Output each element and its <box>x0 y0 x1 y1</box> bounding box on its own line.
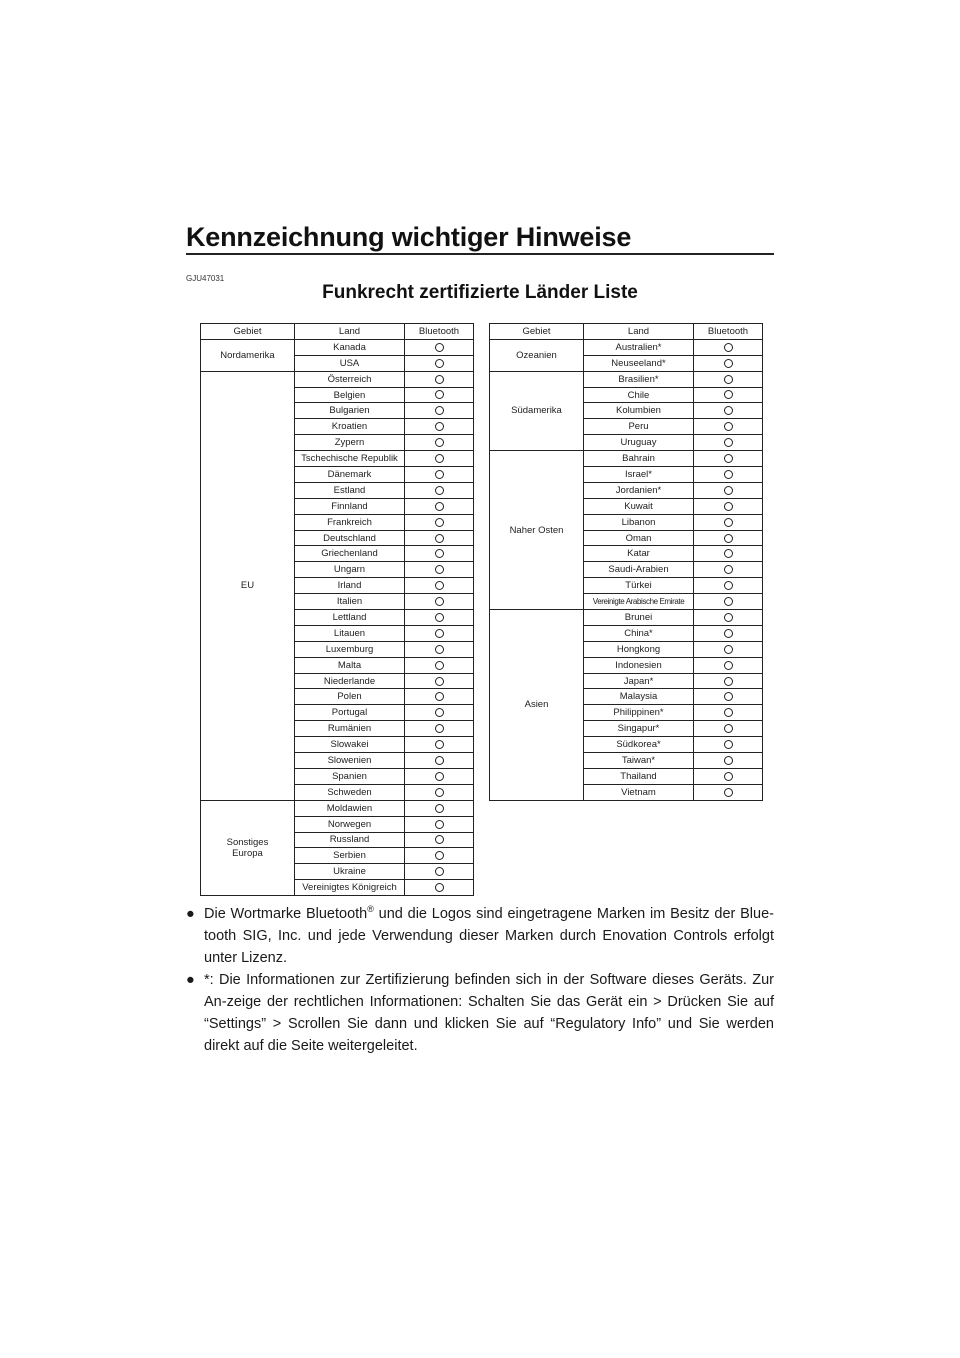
certified-circle-icon <box>435 502 444 511</box>
note-trademark-text-a: Die Wortmarke Bluetooth <box>204 906 368 922</box>
certified-circle-icon <box>435 470 444 479</box>
certified-circle-icon <box>724 470 733 479</box>
region-cell: Naher Osten <box>490 451 584 610</box>
bluetooth-cell <box>694 705 763 721</box>
certified-circle-icon <box>435 677 444 686</box>
note-trademark <box>186 903 774 969</box>
note-trademark-text-b: und die Logos sind eingetragene Marken im Besitz der Blue-tooth SIG, Inc. und jede Verwendung dieser Marken durch Enovation Controls erfolgt unter Lizenz. <box>204 906 774 966</box>
column-header: Bluetooth <box>405 324 474 340</box>
country-cell: Schweden <box>295 784 405 800</box>
table-row <box>490 371 763 387</box>
certified-circle-icon <box>435 343 444 352</box>
bluetooth-cell <box>694 514 763 530</box>
country-cell: Ungarn <box>295 562 405 578</box>
country-cell: Peru <box>584 419 694 435</box>
section-code: GJU47031 <box>186 274 225 283</box>
certified-circle-icon <box>435 486 444 495</box>
certified-circle-icon <box>724 534 733 543</box>
bluetooth-cell <box>694 578 763 594</box>
bluetooth-cell <box>405 530 474 546</box>
bluetooth-cell <box>405 546 474 562</box>
country-cell: Frankreich <box>295 514 405 530</box>
country-cell: Katar <box>584 546 694 562</box>
bluetooth-cell <box>405 625 474 641</box>
bluetooth-cell <box>694 594 763 610</box>
certified-circle-icon <box>724 375 733 384</box>
certified-circle-icon <box>435 867 444 876</box>
country-cell: Oman <box>584 530 694 546</box>
certified-circle-icon <box>724 390 733 399</box>
country-cell: Türkei <box>584 578 694 594</box>
bluetooth-cell <box>694 610 763 626</box>
country-cell: Dänemark <box>295 467 405 483</box>
certified-circle-icon <box>724 359 733 368</box>
certified-circle-icon <box>435 772 444 781</box>
certified-circle-icon <box>435 454 444 463</box>
bluetooth-cell <box>694 641 763 657</box>
certified-circle-icon <box>724 613 733 622</box>
bluetooth-cell <box>405 848 474 864</box>
bluetooth-cell <box>405 562 474 578</box>
bluetooth-cell <box>405 657 474 673</box>
bluetooth-cell <box>405 880 474 896</box>
country-cell: Luxemburg <box>295 641 405 657</box>
bluetooth-cell <box>694 355 763 371</box>
certified-circle-icon <box>435 804 444 813</box>
country-cell: Griechenland <box>295 546 405 562</box>
country-cell: Taiwan* <box>584 753 694 769</box>
country-cell: Kuwait <box>584 498 694 514</box>
bluetooth-cell <box>405 800 474 816</box>
certified-circle-icon <box>724 740 733 749</box>
certified-circle-icon <box>724 454 733 463</box>
bluetooth-cell <box>405 641 474 657</box>
country-cell: Lettland <box>295 610 405 626</box>
table-row <box>490 339 763 355</box>
certified-circle-icon <box>435 629 444 638</box>
section-title: Funkrecht zertifizierte Länder Liste <box>322 282 638 303</box>
certified-circle-icon <box>724 549 733 558</box>
bullet-icon: ● <box>186 906 195 922</box>
bluetooth-cell <box>405 387 474 403</box>
bluetooth-cell <box>694 768 763 784</box>
country-cell: Tschechische Republik <box>295 451 405 467</box>
bluetooth-cell <box>405 482 474 498</box>
bluetooth-cell <box>405 816 474 832</box>
certified-circle-icon <box>724 692 733 701</box>
country-cell: Kanada <box>295 339 405 355</box>
country-cell: Niederlande <box>295 673 405 689</box>
country-cell: Chile <box>584 387 694 403</box>
country-cell: Moldawien <box>295 800 405 816</box>
table-row <box>201 800 474 816</box>
certified-countries-table-left <box>200 323 474 896</box>
bluetooth-cell <box>694 530 763 546</box>
bluetooth-cell <box>694 625 763 641</box>
region-cell: Nordamerika <box>201 339 295 371</box>
certified-countries-table-right <box>489 323 763 801</box>
bluetooth-cell <box>694 467 763 483</box>
country-cell: Philippinen* <box>584 705 694 721</box>
bluetooth-cell <box>405 419 474 435</box>
registered-mark: ® <box>367 904 374 915</box>
certified-circle-icon <box>435 692 444 701</box>
bluetooth-cell <box>694 419 763 435</box>
certified-circle-icon <box>435 565 444 574</box>
country-cell: Vereinigtes Königreich <box>295 880 405 896</box>
certified-circle-icon <box>435 756 444 765</box>
page-title: Kennzeichnung wichtiger Hinweise <box>186 222 632 252</box>
region-cell: Sonstiges Europa <box>201 800 295 895</box>
country-cell: Irland <box>295 578 405 594</box>
country-cell: Norwegen <box>295 816 405 832</box>
certified-circle-icon <box>435 724 444 733</box>
country-cell: Malta <box>295 657 405 673</box>
region-cell: Asien <box>490 610 584 801</box>
bluetooth-cell <box>694 339 763 355</box>
bluetooth-cell <box>694 673 763 689</box>
region-cell: Südamerika <box>490 371 584 450</box>
column-header: Gebiet <box>201 324 295 340</box>
table-row <box>201 339 474 355</box>
country-cell: Polen <box>295 689 405 705</box>
bluetooth-cell <box>405 355 474 371</box>
certified-circle-icon <box>435 661 444 670</box>
country-cell: Japan* <box>584 673 694 689</box>
bluetooth-cell <box>405 832 474 848</box>
country-cell: Italien <box>295 594 405 610</box>
certified-circle-icon <box>435 645 444 654</box>
country-cell: Malaysia <box>584 689 694 705</box>
bluetooth-cell <box>405 498 474 514</box>
country-cell: Australien* <box>584 339 694 355</box>
bluetooth-cell <box>405 864 474 880</box>
certified-circle-icon <box>724 645 733 654</box>
certified-circle-icon <box>435 518 444 527</box>
bluetooth-cell <box>405 451 474 467</box>
certified-circle-icon <box>435 883 444 892</box>
certified-circle-icon <box>435 613 444 622</box>
certified-circle-icon <box>724 406 733 415</box>
bluetooth-cell <box>405 435 474 451</box>
country-cell: Slowenien <box>295 753 405 769</box>
certified-circle-icon <box>435 549 444 558</box>
certified-circle-icon <box>724 788 733 797</box>
country-cell: Hongkong <box>584 641 694 657</box>
certified-circle-icon <box>435 597 444 606</box>
bullet-icon: ● <box>186 972 195 988</box>
bluetooth-cell <box>694 737 763 753</box>
bluetooth-cell <box>694 482 763 498</box>
country-cell: Bahrain <box>584 451 694 467</box>
certified-circle-icon <box>435 390 444 399</box>
country-cell: Brasilien* <box>584 371 694 387</box>
certified-circle-icon <box>435 581 444 590</box>
country-cell: USA <box>295 355 405 371</box>
country-cell: Österreich <box>295 371 405 387</box>
certified-circle-icon <box>724 677 733 686</box>
bluetooth-cell <box>694 784 763 800</box>
certified-circle-icon <box>724 438 733 447</box>
bluetooth-cell <box>405 514 474 530</box>
note-certification-text: *: Die Informationen zur Zertifizierung befinden sich in der Software dieses Geräts. Zur An-zeige der rechtlichen Informationen: Schalten Sie das Gerät ein > Drücken Sie auf “Settings” > Scrollen Sie dann und klicken Sie auf “Regulatory Info” und Sie werden direkt auf die Seite weitergeleitet. <box>204 972 774 1054</box>
certified-circle-icon <box>724 486 733 495</box>
country-cell: Uruguay <box>584 435 694 451</box>
certified-circle-icon <box>435 406 444 415</box>
country-cell: Russland <box>295 832 405 848</box>
table-row <box>201 371 474 387</box>
certified-circle-icon <box>724 422 733 431</box>
bluetooth-cell <box>694 387 763 403</box>
bluetooth-cell <box>694 403 763 419</box>
certified-circle-icon <box>724 772 733 781</box>
region-cell: Ozeanien <box>490 339 584 371</box>
certified-circle-icon <box>435 375 444 384</box>
country-cell: Südkorea* <box>584 737 694 753</box>
bluetooth-cell <box>405 339 474 355</box>
certified-circle-icon <box>435 534 444 543</box>
bluetooth-cell <box>694 562 763 578</box>
bluetooth-cell <box>405 578 474 594</box>
country-cell: Slowakei <box>295 737 405 753</box>
country-cell: Indonesien <box>584 657 694 673</box>
certified-circle-icon <box>435 835 444 844</box>
country-cell: Israel* <box>584 467 694 483</box>
column-header: Bluetooth <box>694 324 763 340</box>
country-cell: Neuseeland* <box>584 355 694 371</box>
certified-circle-icon <box>724 581 733 590</box>
certified-circle-icon <box>724 724 733 733</box>
certified-circle-icon <box>724 565 733 574</box>
country-cell: Serbien <box>295 848 405 864</box>
certified-circle-icon <box>724 661 733 670</box>
certified-circle-icon <box>435 438 444 447</box>
bluetooth-cell <box>694 689 763 705</box>
bluetooth-cell <box>405 768 474 784</box>
certified-circle-icon <box>435 359 444 368</box>
country-cell: Vietnam <box>584 784 694 800</box>
certified-circle-icon <box>435 851 444 860</box>
notes <box>186 903 774 1057</box>
country-cell: Saudi-Arabien <box>584 562 694 578</box>
bluetooth-cell <box>405 371 474 387</box>
country-cell: Zypern <box>295 435 405 451</box>
country-cell: Singapur* <box>584 721 694 737</box>
column-header: Land <box>295 324 405 340</box>
note-certification-info <box>186 969 774 1057</box>
certified-circle-icon <box>724 502 733 511</box>
country-cell: Kolumbien <box>584 403 694 419</box>
certified-circle-icon <box>724 518 733 527</box>
table-header-row <box>201 324 474 340</box>
bluetooth-cell <box>405 737 474 753</box>
bluetooth-cell <box>694 721 763 737</box>
bluetooth-cell <box>405 467 474 483</box>
country-cell: Rumänien <box>295 721 405 737</box>
certified-circle-icon <box>435 788 444 797</box>
column-header: Land <box>584 324 694 340</box>
country-cell: Belgien <box>295 387 405 403</box>
certified-circle-icon <box>724 597 733 606</box>
bluetooth-cell <box>694 498 763 514</box>
country-cell: Kroatien <box>295 419 405 435</box>
country-cell: Thailand <box>584 768 694 784</box>
certified-circle-icon <box>724 708 733 717</box>
bluetooth-cell <box>405 610 474 626</box>
bluetooth-cell <box>405 594 474 610</box>
country-cell: Litauen <box>295 625 405 641</box>
bluetooth-cell <box>694 657 763 673</box>
bluetooth-cell <box>405 721 474 737</box>
table-row <box>490 451 763 467</box>
country-cell: Ukraine <box>295 864 405 880</box>
certified-circle-icon <box>435 740 444 749</box>
certified-circle-icon <box>724 629 733 638</box>
region-cell: EU <box>201 371 295 800</box>
country-cell: Portugal <box>295 705 405 721</box>
table-header-row <box>490 324 763 340</box>
title-rule <box>186 253 774 255</box>
certified-circle-icon <box>724 343 733 352</box>
bluetooth-cell <box>405 689 474 705</box>
bluetooth-cell <box>405 705 474 721</box>
bluetooth-cell <box>405 753 474 769</box>
certified-circle-icon <box>724 756 733 765</box>
certified-circle-icon <box>435 708 444 717</box>
bluetooth-cell <box>694 435 763 451</box>
table-row <box>490 610 763 626</box>
bluetooth-cell <box>694 546 763 562</box>
country-cell: Bulgarien <box>295 403 405 419</box>
certified-circle-icon <box>435 422 444 431</box>
country-cell: Deutschland <box>295 530 405 546</box>
country-cell: Estland <box>295 482 405 498</box>
country-cell: Jordanien* <box>584 482 694 498</box>
bluetooth-cell <box>405 784 474 800</box>
country-cell: Libanon <box>584 514 694 530</box>
bluetooth-cell <box>405 673 474 689</box>
country-cell: China* <box>584 625 694 641</box>
country-cell: Brunei <box>584 610 694 626</box>
bluetooth-cell <box>694 451 763 467</box>
bluetooth-cell <box>694 753 763 769</box>
country-cell: Vereinigte Arabische Emirate <box>584 594 694 610</box>
bluetooth-cell <box>694 371 763 387</box>
country-cell: Finnland <box>295 498 405 514</box>
column-header: Gebiet <box>490 324 584 340</box>
country-cell: Spanien <box>295 768 405 784</box>
certified-circle-icon <box>435 820 444 829</box>
bluetooth-cell <box>405 403 474 419</box>
